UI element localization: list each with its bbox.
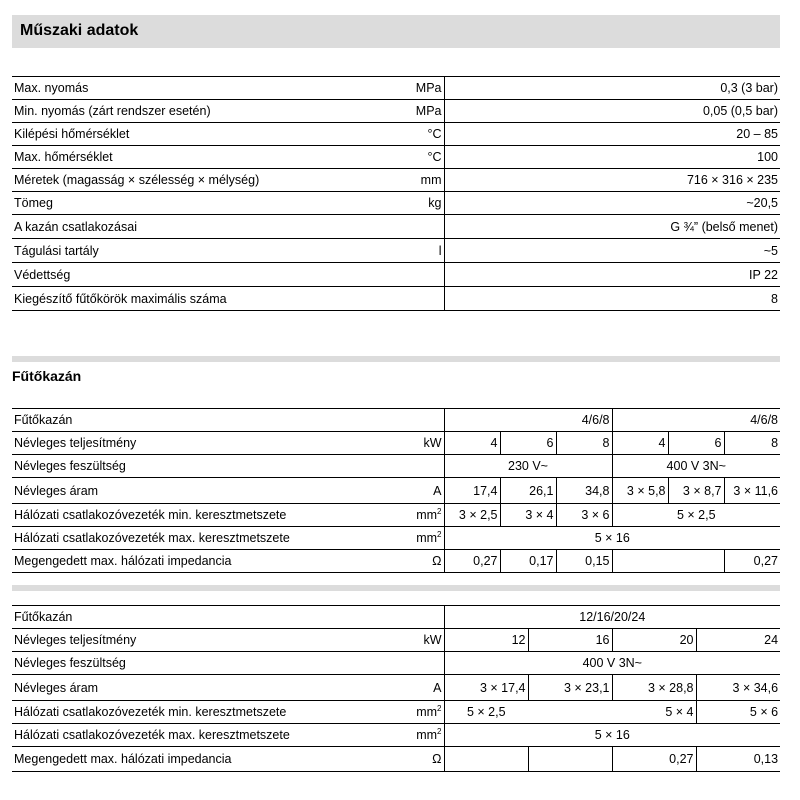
row-label: Max. nyomás (12, 77, 376, 100)
row-value: 716 × 316 × 235 (444, 169, 780, 192)
row-value: 100 (444, 146, 780, 169)
row-unit: kg (376, 192, 444, 215)
page-title: Műszaki adatok (20, 22, 139, 39)
group-a-label: 4/6/8 (444, 409, 612, 432)
table-row (12, 123, 780, 146)
cell-value: 5 × 4 (528, 701, 696, 724)
row-unit: Ω (376, 747, 444, 772)
row-unit: A (376, 675, 444, 701)
row-unit: A (376, 478, 444, 504)
cell-value: 16 (528, 629, 612, 652)
cell-value: 0,27 (724, 550, 780, 573)
row-label: Hálózati csatlakozóvezeték max. keresztmetszete (12, 724, 376, 747)
row-unit: kW (376, 432, 444, 455)
table-row (12, 478, 780, 504)
cell-value: 0,13 (696, 747, 780, 772)
cell-value: 5 × 16 (444, 527, 780, 550)
row-label: Kilépési hőmérséklet (12, 123, 376, 146)
row-label: Megengedett max. hálózati impedancia (12, 550, 376, 573)
row-unit: $mm^2$ (376, 701, 444, 724)
table-row (12, 701, 780, 724)
row-label: Kiegészítő fűtőkörök maximális száma (12, 287, 376, 311)
row-label: Hálózati csatlakozóvezeték min. keresztmetszete (12, 504, 376, 527)
row-label: Névleges feszültség (12, 455, 376, 478)
group-label: 12/16/20/24 (444, 606, 780, 629)
row-unit: °C (376, 123, 444, 146)
cell-value (612, 550, 724, 573)
row-label: Védettség (12, 263, 376, 287)
cell-value: 6 (500, 432, 556, 455)
row-unit: mm (376, 169, 444, 192)
row-value: 0,3 (3 bar) (444, 77, 780, 100)
table-row (12, 239, 780, 263)
cell-value: 3 × 5,8 (612, 478, 668, 504)
row-value: ~20,5 (444, 192, 780, 215)
cell-value: 8 (724, 432, 780, 455)
row-unit: kW (376, 629, 444, 652)
table-row (12, 527, 780, 550)
group-b-label: 4/6/8 (612, 409, 780, 432)
row-label: Hálózati csatlakozóvezeték max. keresztmetszete (12, 527, 376, 550)
cell-value: 0,17 (500, 550, 556, 573)
table-row (12, 215, 780, 239)
cell-value: 400 V 3N~ (444, 652, 780, 675)
section-divider (12, 585, 780, 591)
row-value: 20 – 85 (444, 123, 780, 146)
table-row (12, 263, 780, 287)
boiler-large-table (12, 605, 780, 772)
row-unit: °C (376, 146, 444, 169)
cell-value (444, 747, 528, 772)
table-row (12, 724, 780, 747)
row-unit (376, 263, 444, 287)
section-divider (12, 356, 780, 362)
row-label: Névleges teljesítmény (12, 432, 376, 455)
row-label: Méretek (magasság × szélesség × mélység) (12, 169, 376, 192)
cell-value: 3 × 2,5 (444, 504, 500, 527)
row-label: A kazán csatlakozásai (12, 215, 376, 239)
cell-value: 3 × 6 (556, 504, 612, 527)
row-unit: MPa (376, 77, 444, 100)
row-value: IP 22 (444, 263, 780, 287)
table-row (12, 629, 780, 652)
header-label: Fűtőkazán (12, 606, 376, 629)
row-unit: $mm^2$ (376, 724, 444, 747)
row-label: Névleges teljesítmény (12, 629, 376, 652)
cell-value (528, 747, 612, 772)
table-row (12, 675, 780, 701)
row-label: Névleges áram (12, 478, 376, 504)
row-unit: $mm^2$ (376, 527, 444, 550)
row-value: 8 (444, 287, 780, 311)
row-label: Megengedett max. hálózati impedancia (12, 747, 376, 772)
row-unit (376, 455, 444, 478)
row-unit (376, 215, 444, 239)
cell-value: 5 × 6 (696, 701, 780, 724)
cell-value: 3 × 17,4 (444, 675, 528, 701)
row-unit: Ω (376, 550, 444, 573)
row-label: Hálózati csatlakozóvezeték min. keresztmetszete (12, 701, 376, 724)
row-label: Max. hőmérséklet (12, 146, 376, 169)
cell-value: 3 × 34,6 (696, 675, 780, 701)
cell-value: 3 × 4 (500, 504, 556, 527)
cell-value: 4 (612, 432, 668, 455)
cell-value: 5 × 2,5 (444, 701, 528, 724)
row-unit: $mm^2$ (376, 504, 444, 527)
row-unit (376, 652, 444, 675)
cell-value: 400 V 3N~ (612, 455, 780, 478)
cell-value: 3 × 11,6 (724, 478, 780, 504)
row-unit (376, 287, 444, 311)
table-row (12, 550, 780, 573)
row-label: Tömeg (12, 192, 376, 215)
row-value: ~5 (444, 239, 780, 263)
table-row (12, 169, 780, 192)
row-unit: l (376, 239, 444, 263)
cell-value: 0,15 (556, 550, 612, 573)
cell-value: 5 × 16 (444, 724, 780, 747)
cell-value: 3 × 23,1 (528, 675, 612, 701)
section-title: Fűtőkazán (12, 368, 82, 384)
row-value: G ¾” (belső menet) (444, 215, 780, 239)
cell-value: 4 (444, 432, 500, 455)
row-label: Névleges áram (12, 675, 376, 701)
cell-value: 34,8 (556, 478, 612, 504)
boiler-small-table (12, 408, 780, 573)
table-row (12, 652, 780, 675)
cell-value: 6 (668, 432, 724, 455)
row-label: Min. nyomás (zárt rendszer esetén) (12, 100, 376, 123)
table-row (12, 146, 780, 169)
table-row (12, 455, 780, 478)
table-row (12, 192, 780, 215)
cell-value: 3 × 8,7 (668, 478, 724, 504)
cell-value: 17,4 (444, 478, 500, 504)
cell-value: 8 (556, 432, 612, 455)
row-label: Névleges feszültség (12, 652, 376, 675)
cell-value: 0,27 (612, 747, 696, 772)
cell-value: 5 × 2,5 (612, 504, 780, 527)
cell-value: 12 (444, 629, 528, 652)
row-label: Tágulási tartály (12, 239, 376, 263)
table-row (12, 100, 780, 123)
general-specs-table (12, 76, 780, 311)
table-header-row (12, 606, 780, 629)
table-row (12, 432, 780, 455)
cell-value: 20 (612, 629, 696, 652)
table-row (12, 504, 780, 527)
title-bar (12, 15, 780, 48)
cell-value: 24 (696, 629, 780, 652)
table-row (12, 747, 780, 772)
cell-value: 230 V~ (444, 455, 612, 478)
cell-value: 26,1 (500, 478, 556, 504)
cell-value: 3 × 28,8 (612, 675, 696, 701)
table-header-row (12, 409, 780, 432)
table-row (12, 287, 780, 311)
row-unit: MPa (376, 100, 444, 123)
cell-value: 0,27 (444, 550, 500, 573)
row-value: 0,05 (0,5 bar) (444, 100, 780, 123)
table-row (12, 77, 780, 100)
header-label: Fűtőkazán (12, 409, 376, 432)
